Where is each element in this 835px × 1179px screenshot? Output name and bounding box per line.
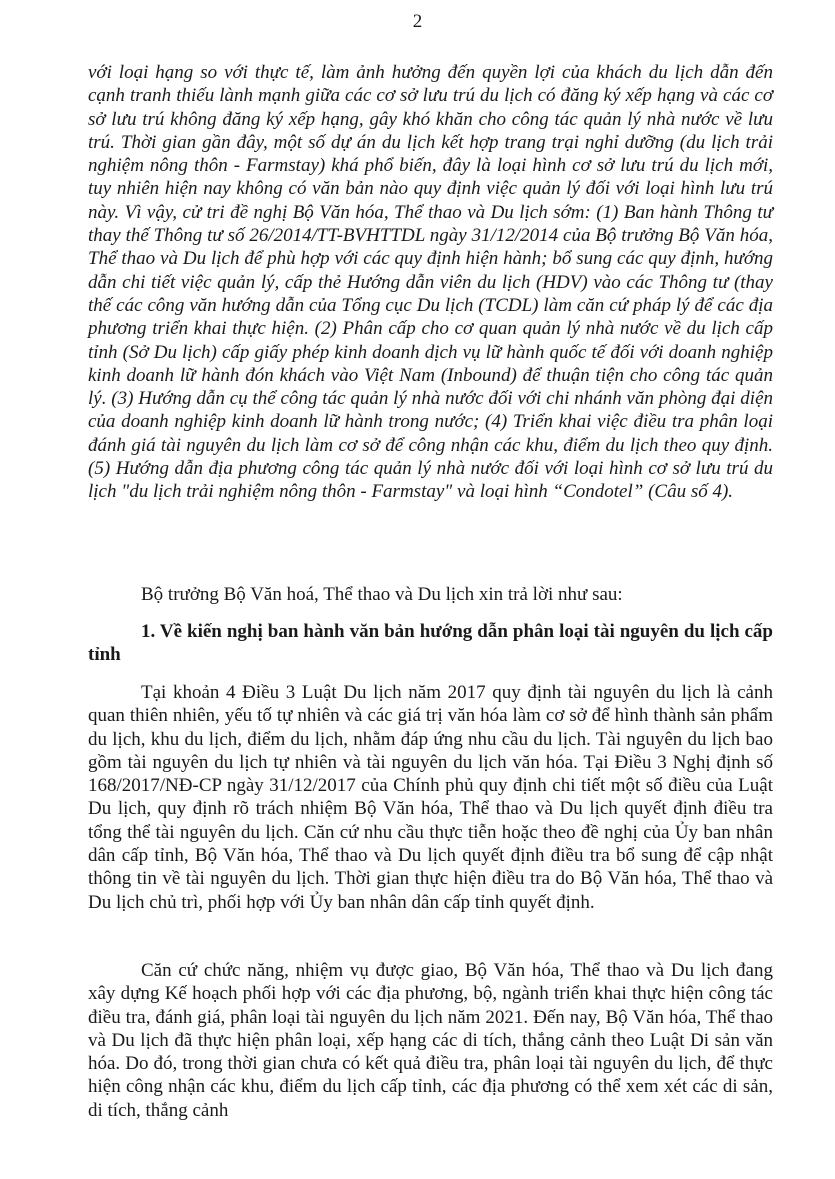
quoted-voter-request xyxy=(88,61,773,504)
body-block-1 xyxy=(88,681,773,914)
body-paragraph-1: Tại khoản 4 Điều 3 Luật Du lịch năm 2017 quy định tài nguyên du lịch là cảnh quan thiên nhiên, yếu tố tự nhiên và các giá trị văn hóa làm cơ sở để hình thành sản phẩm du lịch, khu du lịch, điểm du lịch, nhằm đáp ứng nhu cầu du lịch. Tài nguyên du lịch bao gồm tài nguyên du lịch tự nhiên và tài nguyên du lịch văn hóa. Tại Điều 3 Nghị định số 168/2017/NĐ-CP ngày 31/12/2017 của Chính phủ quy định chi tiết một số điều của Luật Du lịch, quy định rõ trách nhiệm Bộ Văn hóa, Thể thao và Du lịch quyết định điều tra tổng thể tài nguyên du lịch. Căn cứ nhu cầu thực tiễn hoặc theo đề nghị của Ủy ban nhân dân cấp tỉnh, Bộ Văn hóa, Thể thao và Du lịch quyết định điều tra bổ sung để cập nhật thông tin về tài nguyên du lịch. Thời gian thực hiện điều tra do Bộ Văn hóa, Thể thao và Du lịch chủ trì, phối hợp với Ủy ban nhân dân cấp tỉnh quyết định. xyxy=(88,682,773,913)
section-heading: 1. Về kiến nghị ban hành văn bản hướng dẫn phân loại tài nguyên du lịch cấp tỉnh xyxy=(88,621,773,666)
body-paragraph-2: Căn cứ chức năng, nhiệm vụ được giao, Bộ Văn hóa, Thể thao và Du lịch đang xây dựng Kế hoạch phối hợp với các địa phương, bộ, ngành triển khai thực hiện công tác điều tra, đánh giá, phân loại tài nguyên du lịch năm 2021. Đến nay, Bộ Văn hóa, Thể thao và Du lịch đã thực hiện phân loại, xếp hạng các di tích, thắng cảnh theo Luật Di sản văn hóa. Do đó, trong thời gian chưa có kết quả điều tra, phân loại tài nguyên du lịch, để thực hiện công nhận các khu, điểm du lịch cấp tỉnh, các địa phương có thể xem xét các di sản, di tích, thắng cảnh xyxy=(88,960,773,1121)
reply-intro xyxy=(88,583,773,606)
intro-paragraph: Bộ trưởng Bộ Văn hoá, Thể thao và Du lịch xin trả lời như sau: xyxy=(141,584,623,605)
section-heading-block xyxy=(88,620,773,667)
body-block-2 xyxy=(88,959,773,1122)
page-number: 2 xyxy=(412,11,423,32)
quote-paragraph: với loại hạng so với thực tế, làm ảnh hưởng đến quyền lợi của khách du lịch dẫn đến cạnh tranh thiếu lành mạnh giữa các cơ sở lưu trú du lịch có đăng ký xếp hạng và các cơ sở lưu trú không đăng ký xếp hạng, gây khó khăn cho công tác quản lý nhà nước về lưu trú. Thời gian gần đây, một số dự án du lịch kết hợp trang trại nghỉ dưỡng (du lịch trải nghiệm nông thôn - Farmstay) khá phổ biến, đây là loại hình cơ sở lưu trú du lịch mới, tuy nhiên hiện nay không có văn bản nào quy định việc quản lý đối với loại hình lưu trú này. Vì vậy, cử tri đề nghị Bộ Văn hóa, Thể thao và Du lịch sớm: (1) Ban hành Thông tư thay thế Thông tư số 26/2014/TT-BVHTTDL ngày 31/12/2014 của Bộ trưởng Bộ Văn hóa, Thể thao và Du lịch để phù hợp với các quy định hiện hành; bổ sung các quy định, hướng dẫn chi tiết việc quản lý, cấp thẻ Hướng dẫn viên du lịch (HDV) vào các Thông tư (thay thế các công văn hướng dẫn của Tổng cục Du lịch (TCDL) làm căn cứ pháp lý để các địa phương triển khai thực hiện. (2) Phân cấp cho cơ quan quản lý nhà nước về du lịch cấp tỉnh (Sở Du lịch) cấp giấy phép kinh doanh dịch vụ lữ hành quốc tế đối với doanh nghiệp kinh doanh lữ hành đón khách vào Việt Nam (Inbound) để thuận tiện cho công tác quản lý. (3) Hướng dẫn cụ thể công tác quản lý nhà nước đối với chi nhánh văn phòng đại diện của doanh nghiệp kinh doanh lữ hành trong nước; (4) Triển khai việc điều tra phân loại đánh giá tài nguyên du lịch làm cơ sở để công nhận các khu, điểm du lịch theo quy định. (5) Hướng dẫn địa phương công tác quản lý nhà nước đối với loại hình cơ sở lưu trú du lịch "du lịch trải nghiệm nông thôn - Farmstay" và loại hình “Condotel” (Câu số 4). xyxy=(88,62,773,503)
